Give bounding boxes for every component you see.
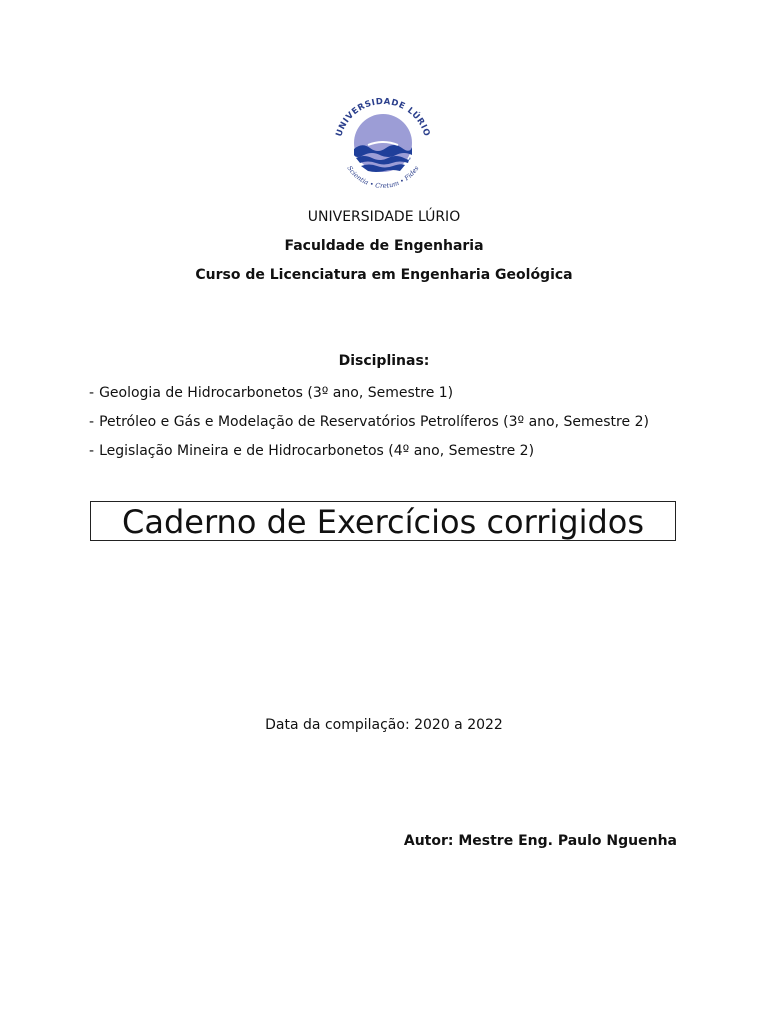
logo-motto-text: Scientia • Cretum • Fides [345,164,421,190]
author-line: Autor: Mestre Eng. Paulo Nguenha [403,833,677,849]
compilation-date: Data da compilação: 2020 a 2022 [265,717,503,733]
list-item [89,442,649,471]
course-name: Curso de Licenciatura em Engenharia Geológica [195,267,573,283]
list-dash: - [89,414,95,430]
list-item [89,413,649,442]
discipline-text: Legislação Mineira e de Hidrocarbonetos (4º ano, Semestre 2) [99,443,535,459]
faculty-name: Faculdade de Engenharia [284,238,484,254]
discipline-text: Geologia de Hidrocarbonetos (3º ano, Semestre 1) [99,385,454,401]
disciplines-heading: Disciplinas: [338,353,430,369]
university-logo [328,95,438,191]
disciplines-list [89,384,649,471]
logo-ring-text: UNIVERSIDADE LÚRIO [334,96,432,138]
list-item [89,384,649,413]
discipline-text: Petróleo e Gás e Modelação de Reservatórios Petrolíferos (3º ano, Semestre 2) [99,414,649,430]
list-dash: - [89,443,95,459]
university-name: UNIVERSIDADE LÚRIO [307,209,461,225]
document-title: Caderno de Exercícios corrigidos [90,501,676,541]
list-dash: - [89,385,95,401]
